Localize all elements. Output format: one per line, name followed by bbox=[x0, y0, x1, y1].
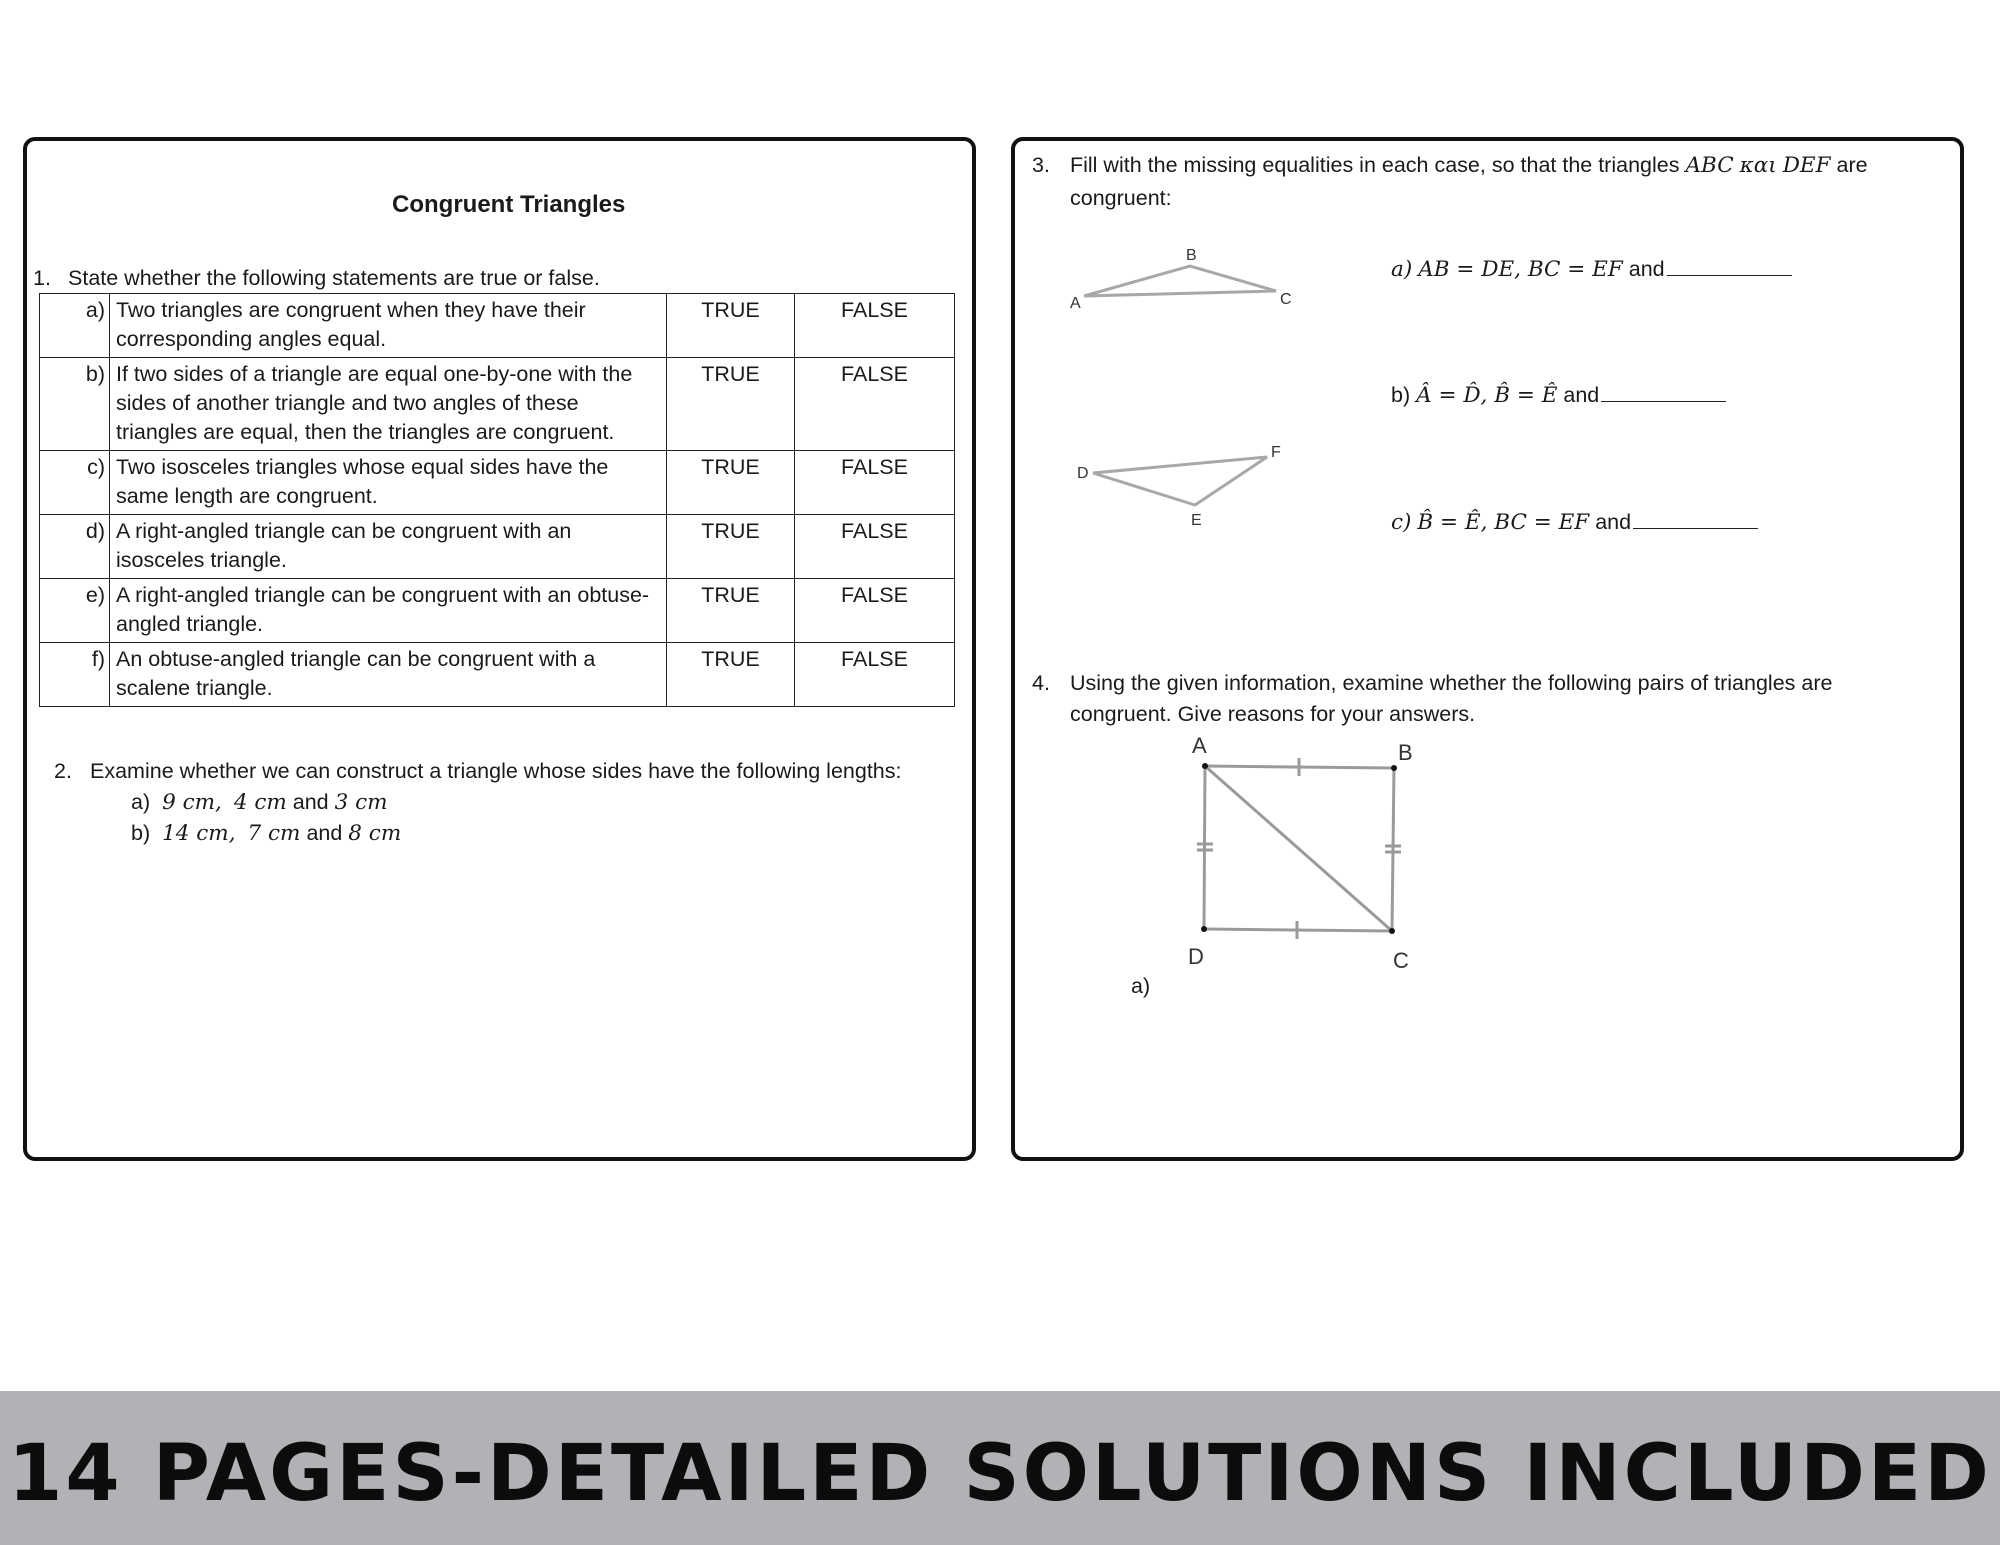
true-option[interactable]: TRUE bbox=[667, 294, 795, 358]
statement-text: A right-angled triangle can be congruent with an obtuse-angled triangle. bbox=[110, 579, 667, 643]
q1-prompt: State whether the following statements are true or false. bbox=[68, 266, 600, 290]
vertex-label: B bbox=[1186, 247, 1197, 264]
true-false-table bbox=[39, 293, 955, 707]
triangle-def-figure bbox=[1075, 441, 1295, 541]
equality-expr: Â = D̂, B̂ = Ê bbox=[1416, 383, 1558, 408]
true-option[interactable]: TRUE bbox=[667, 579, 795, 643]
page-title: Congruent Triangles bbox=[392, 191, 626, 218]
part-label: b) bbox=[1391, 383, 1411, 407]
q2-item bbox=[131, 787, 388, 818]
q2-prompt: Examine whether we can construct a triangle whose sides have the following lengths: bbox=[90, 759, 902, 783]
equality-expr: B̂ = Ê, BC = EF bbox=[1417, 510, 1590, 535]
vertex-label: E bbox=[1191, 512, 1202, 529]
q4-prompt-line1: Using the given information, examine whether the following pairs of triangles are bbox=[1070, 671, 1833, 695]
q4-part-label: a) bbox=[1131, 974, 1151, 998]
length-2: 7 cm bbox=[247, 821, 301, 846]
kai-word: και bbox=[1739, 153, 1777, 178]
statement-text: Two triangles are congruent when they have their corresponding angles equal. bbox=[110, 294, 667, 358]
vertex-label-a: A bbox=[1192, 733, 1207, 758]
vertex-label: A bbox=[1070, 295, 1081, 312]
and-word: and bbox=[1628, 257, 1665, 281]
triangle-name: ABC bbox=[1685, 153, 1734, 178]
statement-text: Two isosceles triangles whose equal sides have the same length are congruent. bbox=[110, 451, 667, 515]
false-option[interactable]: FALSE bbox=[795, 294, 955, 358]
vertex-label: D bbox=[1077, 465, 1089, 482]
and-word: and bbox=[292, 790, 329, 814]
row-label: a) bbox=[40, 294, 110, 358]
vertex-label-d: D bbox=[1188, 944, 1204, 969]
false-option[interactable]: FALSE bbox=[795, 643, 955, 707]
item-label: a) bbox=[131, 790, 151, 814]
part-label: c) bbox=[1391, 510, 1412, 535]
table-row bbox=[40, 579, 955, 643]
statement-text: An obtuse-angled triangle can be congruent with a scalene triangle. bbox=[110, 643, 667, 707]
and-word: and bbox=[306, 821, 343, 845]
true-option[interactable]: TRUE bbox=[667, 358, 795, 451]
q4-number: 4. bbox=[1032, 671, 1050, 695]
q3-part-b bbox=[1391, 380, 1726, 411]
true-option[interactable]: TRUE bbox=[667, 451, 795, 515]
triangle-name: DEF bbox=[1782, 153, 1831, 178]
row-label: b) bbox=[40, 358, 110, 451]
triangle-def-outline bbox=[1093, 457, 1267, 505]
triangle-abc-outline bbox=[1084, 266, 1276, 296]
row-label: c) bbox=[40, 451, 110, 515]
true-option[interactable]: TRUE bbox=[667, 515, 795, 579]
length-1: 14 cm, bbox=[162, 821, 236, 846]
table-row bbox=[40, 515, 955, 579]
length-3: 8 cm bbox=[348, 821, 402, 846]
statement-text: A right-angled triangle can be congruent with an isosceles triangle. bbox=[110, 515, 667, 579]
q3-part-a bbox=[1391, 254, 1792, 285]
q3-number: 3. bbox=[1032, 153, 1050, 177]
q2-item bbox=[131, 818, 401, 849]
equality-expr: AB = DE, BC = EF bbox=[1418, 257, 1623, 282]
row-label: e) bbox=[40, 579, 110, 643]
worksheet-page-right bbox=[1011, 137, 1964, 1161]
triangle-abc-figure bbox=[1070, 246, 1290, 326]
length-3: 3 cm bbox=[334, 790, 388, 815]
q2-number: 2. bbox=[54, 759, 72, 783]
and-word: and bbox=[1563, 383, 1600, 407]
and-word: and bbox=[1595, 510, 1632, 534]
vertex-label-b: B bbox=[1398, 740, 1413, 765]
answer-blank[interactable] bbox=[1667, 275, 1792, 276]
answer-blank[interactable] bbox=[1601, 401, 1726, 402]
q1-number: 1. bbox=[33, 266, 51, 290]
rectangle-sides bbox=[1197, 758, 1401, 939]
footer-text: 14 PAGES-DETAILED SOLUTIONS INCLUDED bbox=[8, 1429, 1992, 1519]
q3-part-c bbox=[1391, 507, 1758, 538]
vertex-label-c: C bbox=[1393, 948, 1409, 973]
prompt-text: are bbox=[1836, 153, 1868, 177]
false-option[interactable]: FALSE bbox=[795, 579, 955, 643]
length-2: 4 cm bbox=[233, 790, 287, 815]
row-label: f) bbox=[40, 643, 110, 707]
false-option[interactable]: FALSE bbox=[795, 358, 955, 451]
footer-banner bbox=[0, 1391, 2000, 1545]
q4-prompt-line2: congruent. Give reasons for your answers. bbox=[1070, 702, 1476, 726]
true-option[interactable]: TRUE bbox=[667, 643, 795, 707]
prompt-text: Fill with the missing equalities in each case, so that the triangles bbox=[1070, 153, 1680, 177]
vertex-label: C bbox=[1280, 291, 1292, 308]
q3-prompt bbox=[1070, 150, 1868, 181]
answer-blank[interactable] bbox=[1633, 528, 1758, 529]
statement-text: If two sides of a triangle are equal one-by-one with the sides of another triangle and two angles of these triangles are equal, then the triangles are congruent. bbox=[110, 358, 667, 451]
length-1: 9 cm, bbox=[162, 790, 222, 815]
vertex-label: F bbox=[1271, 444, 1281, 461]
table-row bbox=[40, 358, 955, 451]
diagonal-ac bbox=[1205, 766, 1392, 931]
row-label: d) bbox=[40, 515, 110, 579]
worksheet-page-left bbox=[23, 137, 976, 1161]
table-row bbox=[40, 294, 955, 358]
q3-prompt-line2: congruent: bbox=[1070, 186, 1172, 210]
item-label: b) bbox=[131, 821, 151, 845]
false-option[interactable]: FALSE bbox=[795, 451, 955, 515]
false-option[interactable]: FALSE bbox=[795, 515, 955, 579]
table-row bbox=[40, 451, 955, 515]
rectangle-abcd-figure bbox=[1175, 736, 1415, 936]
part-label: a) bbox=[1391, 257, 1413, 282]
table-row bbox=[40, 643, 955, 707]
